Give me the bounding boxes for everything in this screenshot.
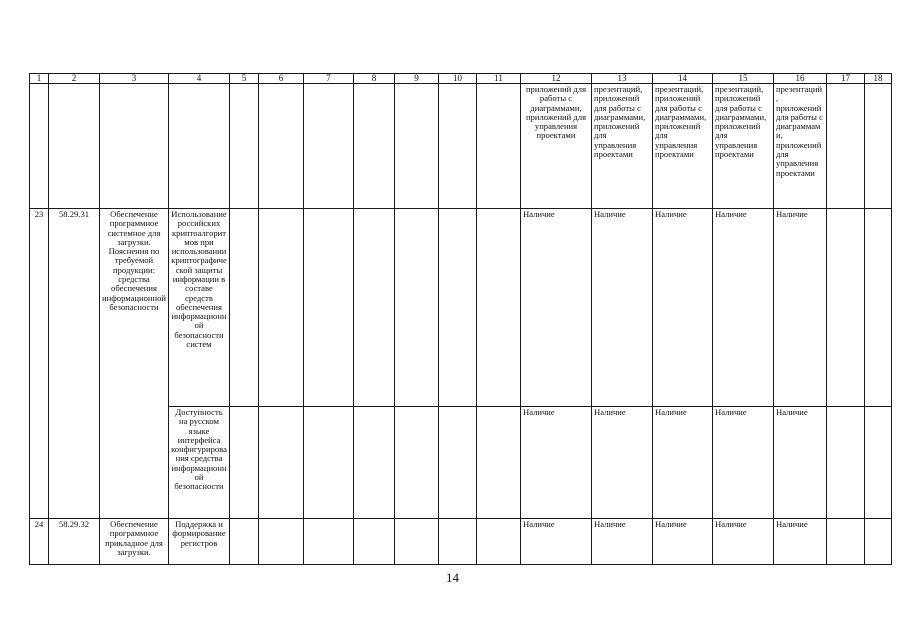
value-cell: Наличие xyxy=(774,519,827,565)
cell-empty xyxy=(827,519,865,565)
continuation-row xyxy=(30,84,892,209)
cell-empty xyxy=(230,407,259,519)
item-23-row-1 xyxy=(30,209,892,407)
cell-empty xyxy=(865,519,892,565)
cell-empty xyxy=(477,209,521,407)
column-number: 11 xyxy=(477,74,521,84)
characteristic-name: Использование российских криптоалгоритмов при использовании криптографической защиты информации в составе средств обеспечения информационной безопасности систем xyxy=(169,209,230,407)
column-number: 4 xyxy=(169,74,230,84)
cell-empty xyxy=(259,84,304,209)
cell-empty xyxy=(827,209,865,407)
cell-empty xyxy=(259,209,304,407)
cell-empty xyxy=(439,519,477,565)
column-number: 9 xyxy=(395,74,439,84)
column-number: 14 xyxy=(653,74,713,84)
value-cell: Наличие xyxy=(713,407,774,519)
value-cell: Наличие xyxy=(592,209,653,407)
column-number: 1 xyxy=(30,74,49,84)
cell-empty xyxy=(439,84,477,209)
cell-empty xyxy=(477,84,521,209)
value-cell: Наличие xyxy=(653,407,713,519)
cell-empty xyxy=(395,84,439,209)
continuation-col13: презентаций, приложений для работы с диаграммами, приложений для управления проектами xyxy=(592,84,653,209)
column-number: 17 xyxy=(827,74,865,84)
value-cell: Наличие xyxy=(592,519,653,565)
cell-empty xyxy=(827,84,865,209)
value-cell: Наличие xyxy=(653,519,713,565)
cell-empty xyxy=(259,519,304,565)
cell-empty xyxy=(259,407,304,519)
value-cell: Наличие xyxy=(774,209,827,407)
continuation-col15: презентаций, приложений для работы с диаграммами, приложений для управления проектами xyxy=(713,84,774,209)
column-number: 2 xyxy=(49,74,100,84)
cell-empty xyxy=(354,209,395,407)
cell-empty xyxy=(230,519,259,565)
cell-empty xyxy=(827,407,865,519)
cell-empty xyxy=(865,84,892,209)
continuation-col12: приложений для работы с диаграммами, приложений для управления проектами xyxy=(521,84,592,209)
column-number: 7 xyxy=(304,74,354,84)
cell-empty xyxy=(304,209,354,407)
value-cell: Наличие xyxy=(521,209,592,407)
cell-empty xyxy=(477,519,521,565)
specification-table xyxy=(29,73,892,565)
okpd2-code: 58.29.31 xyxy=(49,209,100,519)
cell-empty xyxy=(100,84,169,209)
cell-empty xyxy=(304,519,354,565)
column-number: 18 xyxy=(865,74,892,84)
okpd2-code: 58.29.32 xyxy=(49,519,100,565)
cell-empty xyxy=(395,519,439,565)
cell-empty xyxy=(354,84,395,209)
item-number: 24 xyxy=(30,519,49,565)
value-cell: Наличие xyxy=(713,519,774,565)
value-cell: Наличие xyxy=(713,209,774,407)
continuation-col14: презентаций, приложений для работы с диаграммами, приложений для управления проектами xyxy=(653,84,713,209)
cell-empty xyxy=(439,209,477,407)
characteristic-name: Поддержка и формирование регистров xyxy=(169,519,230,565)
item-name: Обеспечение программное прикладное для загрузки. xyxy=(100,519,169,565)
column-number: 5 xyxy=(230,74,259,84)
column-number: 10 xyxy=(439,74,477,84)
cell-empty xyxy=(354,519,395,565)
continuation-col16: презентаций, приложений для работы с диаграммами, приложений для управления проектами xyxy=(774,84,827,209)
column-number: 6 xyxy=(259,74,304,84)
column-number: 12 xyxy=(521,74,592,84)
cell-empty xyxy=(30,84,49,209)
cell-empty xyxy=(354,407,395,519)
value-cell: Наличие xyxy=(521,407,592,519)
value-cell: Наличие xyxy=(653,209,713,407)
cell-empty xyxy=(49,84,100,209)
column-number: 16 xyxy=(774,74,827,84)
cell-empty xyxy=(230,84,259,209)
cell-empty xyxy=(230,209,259,407)
cell-empty xyxy=(395,209,439,407)
value-cell: Наличие xyxy=(774,407,827,519)
characteristic-name: Доступность на русском языке интерфейса конфигурирования средства информационной безопасности xyxy=(169,407,230,519)
column-number: 3 xyxy=(100,74,169,84)
value-cell: Наличие xyxy=(592,407,653,519)
item-number: 23 xyxy=(30,209,49,519)
cell-empty xyxy=(477,407,521,519)
column-number: 13 xyxy=(592,74,653,84)
column-number: 15 xyxy=(713,74,774,84)
item-24-row xyxy=(30,519,892,565)
item-name: Обеспечение программное системное для загрузки. Пояснения по требуемой продукции: средства обеспечения информационной безопасности xyxy=(100,209,169,519)
cell-empty xyxy=(865,209,892,407)
page-number: 14 xyxy=(446,570,459,585)
cell-empty xyxy=(439,407,477,519)
column-number: 8 xyxy=(354,74,395,84)
cell-empty xyxy=(304,84,354,209)
column-number-row xyxy=(30,74,892,84)
cell-empty xyxy=(395,407,439,519)
cell-empty xyxy=(865,407,892,519)
cell-empty xyxy=(169,84,230,209)
value-cell: Наличие xyxy=(521,519,592,565)
cell-empty xyxy=(304,407,354,519)
